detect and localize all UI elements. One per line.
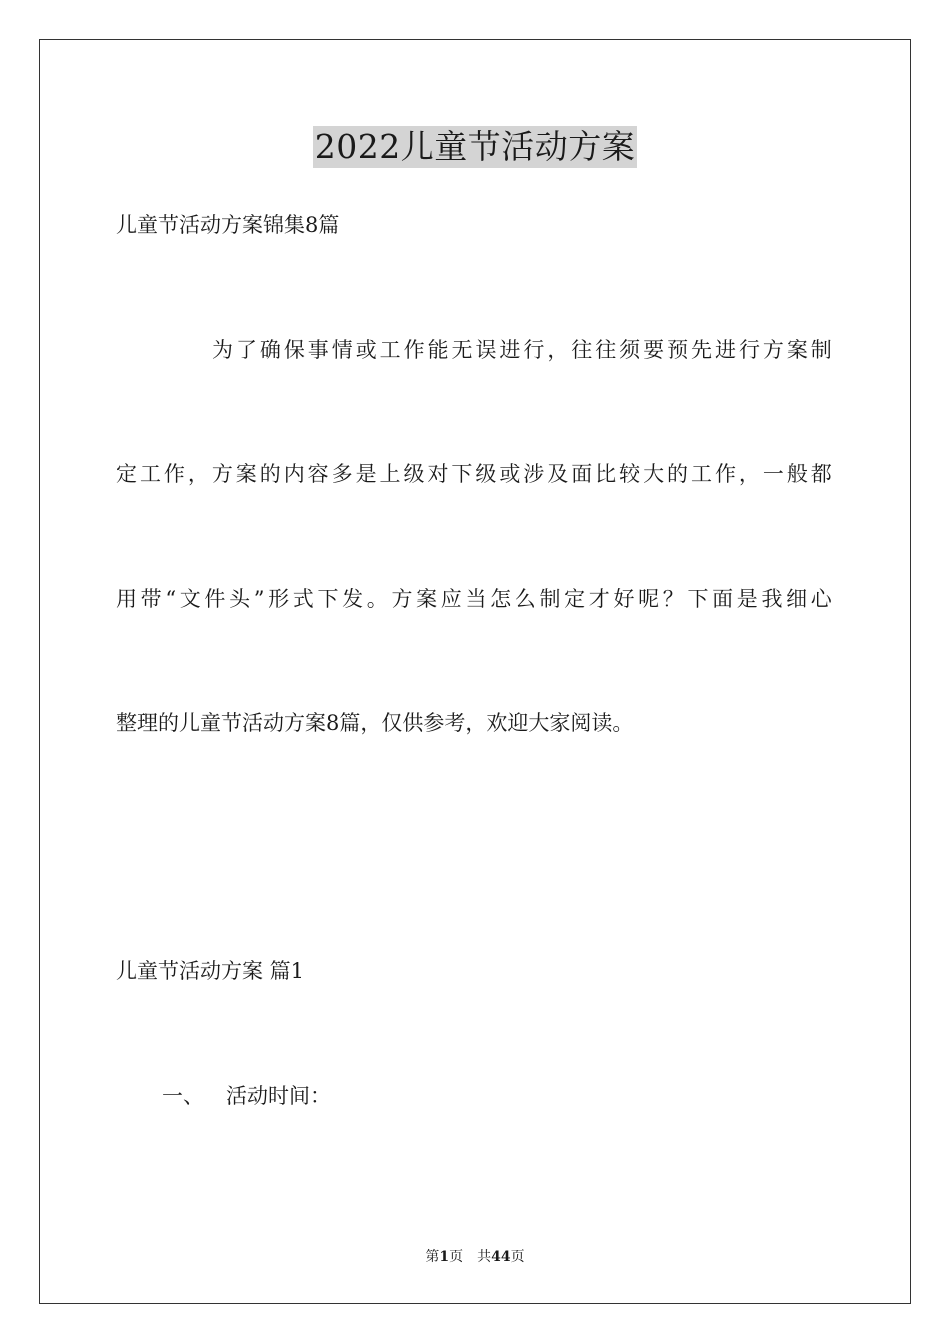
document-subtitle: 儿童节活动方案锦集8篇 — [116, 213, 340, 237]
intro-line-2: 定工作，方案的内容多是上级对下级或涉及面比较大的工作，一般都 — [116, 462, 832, 486]
document-title: 2022儿童节活动方案 — [314, 127, 636, 166]
intro-line-3: 用带“文件头”形式下发。方案应当怎么制定才好呢？下面是我细心 — [116, 587, 832, 611]
footer-page-number: 1 — [439, 1249, 450, 1265]
title-container — [0, 126, 950, 168]
footer-total-suffix: 页 — [510, 1249, 525, 1265]
list-item-text: 活动时间： — [226, 1084, 331, 1108]
footer-page-suffix: 页 — [449, 1249, 464, 1265]
list-item-number: 一、 — [162, 1084, 204, 1108]
intro-line-4: 整理的儿童节活动方案8篇，仅供参考，欢迎大家阅读。 — [116, 711, 634, 735]
footer-total-pages: 44 — [491, 1249, 511, 1265]
intro-line-1: 为了确保事情或工作能无误进行，往往须要预先进行方案制 — [212, 338, 832, 362]
footer-total-prefix: 共 — [477, 1249, 492, 1265]
section-heading: 儿童节活动方案 篇1 — [116, 959, 305, 983]
footer-page-prefix: 第 — [425, 1249, 440, 1265]
page-footer — [0, 1248, 950, 1266]
